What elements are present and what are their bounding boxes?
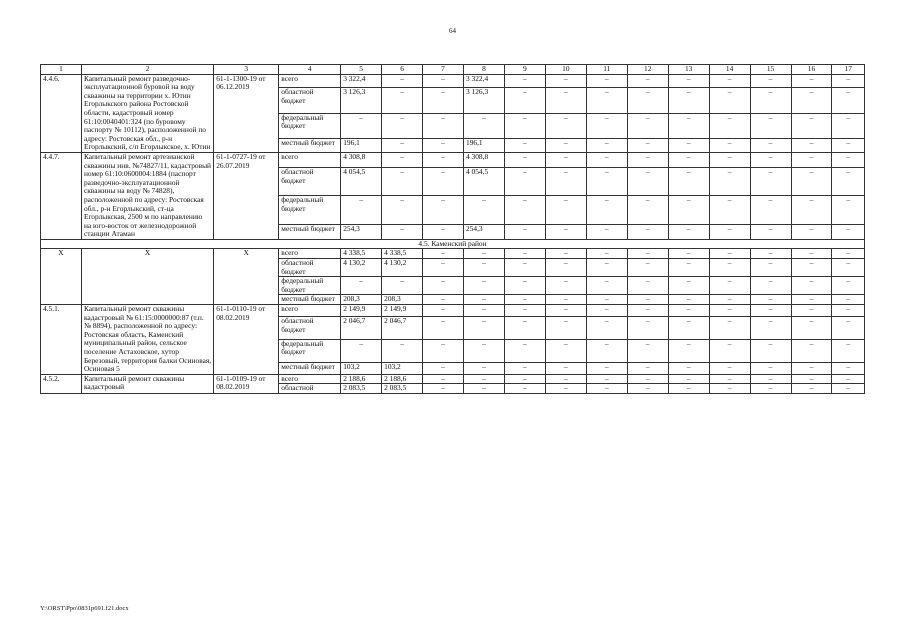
table-cell: –: [791, 305, 832, 317]
table-cell: 3 126,3: [341, 88, 382, 114]
item-number: 4.5.1.: [41, 305, 82, 375]
column-header: 2: [81, 65, 213, 75]
table-cell: –: [586, 339, 627, 362]
table-cell: –: [627, 88, 668, 114]
column-header: 11: [586, 65, 627, 75]
table-cell: 3 322,4: [464, 74, 505, 88]
funding-source: местный бюджет: [279, 295, 341, 305]
table-cell: –: [832, 305, 865, 317]
table-cell: –: [464, 196, 505, 224]
table-cell: 2 046,7: [382, 317, 423, 340]
table-cell: –: [750, 113, 791, 139]
table-cell: –: [504, 224, 545, 239]
table-cell: –: [586, 362, 627, 374]
item-number: 4.5.2.: [41, 374, 82, 393]
table-cell: –: [545, 88, 586, 114]
table-cell: –: [709, 384, 750, 394]
table-cell: –: [586, 305, 627, 317]
funding-source: местный бюджет: [279, 362, 341, 374]
table-cell: –: [750, 305, 791, 317]
table-cell: –: [464, 339, 505, 362]
funding-source: всего: [279, 305, 341, 317]
table-cell: –: [545, 259, 586, 277]
table-cell: –: [832, 259, 865, 277]
section-row: [41, 239, 865, 249]
table-cell: –: [586, 295, 627, 305]
table-cell: –: [709, 113, 750, 139]
table-cell: –: [750, 224, 791, 239]
table-cell: –: [750, 317, 791, 340]
header-row: [41, 65, 865, 75]
table-cell: –: [382, 277, 423, 295]
table-cell: –: [423, 167, 464, 195]
table-cell: –: [464, 295, 505, 305]
table-cell: –: [423, 74, 464, 88]
table-cell: –: [750, 88, 791, 114]
table-cell: –: [341, 113, 382, 139]
table-cell: –: [791, 249, 832, 259]
table-cell: –: [709, 277, 750, 295]
table-cell: –: [709, 224, 750, 239]
table-cell: –: [423, 374, 464, 384]
table-cell: –: [709, 374, 750, 384]
table-cell: –: [709, 152, 750, 167]
table-cell: –: [668, 305, 709, 317]
column-header: 1: [41, 65, 82, 75]
table-cell: –: [627, 277, 668, 295]
table-cell: –: [791, 339, 832, 362]
table-cell: –: [586, 317, 627, 340]
table-cell: –: [627, 339, 668, 362]
table-cell: 4 308,8: [464, 152, 505, 167]
column-header: 14: [709, 65, 750, 75]
table-cell: –: [627, 167, 668, 195]
table-cell: 4 130,2: [341, 259, 382, 277]
table-cell: –: [750, 139, 791, 153]
table-cell: –: [832, 362, 865, 374]
table-cell: –: [832, 196, 865, 224]
table-cell: –: [586, 74, 627, 88]
table-cell: –: [832, 277, 865, 295]
table-cell: –: [545, 196, 586, 224]
table-cell: 4 308,8: [341, 152, 382, 167]
table-cell: –: [709, 339, 750, 362]
funding-source: федеральный бюджет: [279, 277, 341, 295]
item-number: Х: [41, 249, 82, 305]
column-header: 13: [668, 65, 709, 75]
table-row: [41, 305, 865, 317]
column-header: 7: [423, 65, 464, 75]
table-cell: –: [504, 374, 545, 384]
table-cell: –: [586, 224, 627, 239]
table-cell: –: [423, 249, 464, 259]
table-cell: 2 188,6: [341, 374, 382, 384]
table-cell: 2 083,5: [341, 384, 382, 394]
table-cell: –: [423, 362, 464, 374]
table-cell: –: [668, 152, 709, 167]
table-cell: –: [750, 249, 791, 259]
table-cell: –: [750, 167, 791, 195]
table-cell: –: [545, 384, 586, 394]
table-cell: –: [423, 88, 464, 114]
column-header: 12: [627, 65, 668, 75]
table-cell: –: [709, 259, 750, 277]
table-cell: 4 338,5: [382, 249, 423, 259]
table-cell: –: [627, 196, 668, 224]
table-cell: –: [464, 305, 505, 317]
table-cell: –: [504, 139, 545, 153]
table-cell: –: [832, 152, 865, 167]
column-header: 4: [279, 65, 341, 75]
table-cell: –: [832, 88, 865, 114]
table-cell: –: [668, 139, 709, 153]
table-cell: –: [750, 152, 791, 167]
funding-source: областной бюджет: [279, 317, 341, 340]
table-cell: 196,1: [341, 139, 382, 153]
table-cell: –: [709, 196, 750, 224]
table-cell: –: [341, 277, 382, 295]
table-cell: –: [504, 339, 545, 362]
table-cell: –: [668, 295, 709, 305]
funding-source: всего: [279, 74, 341, 88]
table-cell: –: [423, 277, 464, 295]
table-cell: –: [709, 362, 750, 374]
table-cell: –: [586, 113, 627, 139]
table-cell: –: [504, 249, 545, 259]
table-cell: –: [832, 167, 865, 195]
table-cell: –: [504, 152, 545, 167]
table-cell: –: [627, 249, 668, 259]
table-cell: –: [791, 74, 832, 88]
table-cell: 3 126,3: [464, 88, 505, 114]
table-cell: –: [382, 167, 423, 195]
table-cell: –: [423, 259, 464, 277]
budget-table: [40, 64, 865, 394]
table-cell: –: [709, 88, 750, 114]
table-cell: –: [423, 339, 464, 362]
table-cell: –: [627, 259, 668, 277]
table-cell: –: [586, 259, 627, 277]
table-cell: –: [545, 339, 586, 362]
table-cell: –: [545, 167, 586, 195]
funding-source: местный бюджет: [279, 224, 341, 239]
table-cell: –: [668, 224, 709, 239]
item-number: 4.4.7.: [41, 152, 82, 239]
table-cell: –: [464, 374, 505, 384]
item-description: Капитальный ремонт скважины кадастровый: [81, 374, 213, 393]
table-cell: –: [668, 167, 709, 195]
table-cell: –: [545, 74, 586, 88]
table-cell: –: [504, 88, 545, 114]
table-cell: –: [627, 295, 668, 305]
table-cell: –: [464, 362, 505, 374]
table-cell: 2 083,5: [382, 384, 423, 394]
column-header: 16: [791, 65, 832, 75]
table-cell: –: [668, 113, 709, 139]
table-cell: 196,1: [464, 139, 505, 153]
column-header: 6: [382, 65, 423, 75]
table-cell: –: [464, 317, 505, 340]
table-cell: –: [791, 167, 832, 195]
table-cell: –: [504, 317, 545, 340]
table-cell: –: [791, 277, 832, 295]
table-cell: –: [668, 249, 709, 259]
table-cell: –: [504, 113, 545, 139]
section-title: 4.5. Каменский район: [41, 239, 865, 249]
table-cell: –: [668, 196, 709, 224]
table-cell: 3 322,4: [341, 74, 382, 88]
funding-source: федеральный бюджет: [279, 196, 341, 224]
table-cell: –: [504, 196, 545, 224]
item-code: 61-1-0109-19 от 08.02.2019: [214, 374, 279, 393]
table-cell: –: [423, 305, 464, 317]
table-cell: –: [545, 362, 586, 374]
table-cell: –: [668, 259, 709, 277]
table-cell: –: [832, 113, 865, 139]
table-cell: –: [832, 317, 865, 340]
table-cell: –: [341, 339, 382, 362]
table-cell: –: [382, 152, 423, 167]
table-cell: –: [464, 113, 505, 139]
table-cell: –: [791, 152, 832, 167]
table-cell: –: [750, 295, 791, 305]
table-cell: –: [423, 384, 464, 394]
table-cell: –: [504, 277, 545, 295]
funding-source: местный бюджет: [279, 139, 341, 153]
table-cell: 254,3: [341, 224, 382, 239]
table-cell: –: [586, 88, 627, 114]
item-code: 61-1-0727-19 от 26.07.2019: [214, 152, 279, 239]
table-cell: –: [750, 259, 791, 277]
page-number: 64: [449, 27, 456, 35]
table-cell: –: [791, 196, 832, 224]
table-cell: –: [545, 152, 586, 167]
table-row: [41, 249, 865, 259]
table-cell: –: [832, 74, 865, 88]
table-cell: –: [423, 317, 464, 340]
item-code: 61-1-1300-19 от 06.12.2019: [214, 74, 279, 152]
table-cell: –: [504, 384, 545, 394]
table-cell: 4 054,5: [341, 167, 382, 195]
table-cell: –: [668, 339, 709, 362]
item-code: Х: [214, 249, 279, 305]
table-cell: –: [791, 295, 832, 305]
table-cell: –: [545, 249, 586, 259]
table-cell: –: [545, 374, 586, 384]
table-cell: –: [382, 196, 423, 224]
table-cell: –: [791, 362, 832, 374]
table-cell: –: [791, 224, 832, 239]
item-description: Х: [81, 249, 213, 305]
table-cell: –: [586, 152, 627, 167]
item-number: 4.4.6.: [41, 74, 82, 152]
table-cell: –: [545, 224, 586, 239]
table-cell: –: [382, 339, 423, 362]
table-cell: –: [627, 362, 668, 374]
table-cell: –: [709, 139, 750, 153]
table-cell: 4 054,5: [464, 167, 505, 195]
table-cell: 2 188,6: [382, 374, 423, 384]
table-cell: 103,2: [341, 362, 382, 374]
funding-source: областной бюджет: [279, 259, 341, 277]
table-cell: –: [586, 384, 627, 394]
table-cell: –: [341, 196, 382, 224]
table-cell: 4 338,5: [341, 249, 382, 259]
funding-source: всего: [279, 249, 341, 259]
table-cell: –: [750, 384, 791, 394]
funding-source: областной бюджет: [279, 167, 341, 195]
table-cell: –: [668, 384, 709, 394]
table-cell: –: [709, 317, 750, 340]
table-cell: 254,3: [464, 224, 505, 239]
table-cell: –: [504, 167, 545, 195]
table-cell: –: [750, 374, 791, 384]
table-cell: –: [627, 152, 668, 167]
table-cell: –: [423, 196, 464, 224]
table-cell: –: [832, 339, 865, 362]
column-header: 10: [545, 65, 586, 75]
table-cell: –: [423, 139, 464, 153]
table-cell: –: [382, 88, 423, 114]
table-cell: –: [709, 305, 750, 317]
table-cell: –: [832, 374, 865, 384]
table-cell: –: [791, 88, 832, 114]
table-cell: –: [504, 305, 545, 317]
table-cell: –: [464, 384, 505, 394]
table-cell: –: [545, 139, 586, 153]
table-cell: –: [750, 74, 791, 88]
table-cell: –: [545, 277, 586, 295]
table-cell: –: [791, 113, 832, 139]
table-cell: –: [627, 139, 668, 153]
table-row: [41, 374, 865, 384]
table-cell: –: [668, 74, 709, 88]
table-cell: –: [423, 152, 464, 167]
table-cell: 103,2: [382, 362, 423, 374]
table-cell: –: [750, 196, 791, 224]
item-description: Капитальный ремонт артезианской скважины инв. №74827/11, кадастровый номер 61:10:0600004:1884 (паспорт разведочно-эксплуатационной скважины на воду № 74828), расположенной по адресу: Ростовская обл., р-н Егорлыкский, ст-ца Егорлыкская, 2500 м по направлению на юго-восток от железнодорожной станции Атаман: [81, 152, 213, 239]
table-cell: –: [750, 277, 791, 295]
table-cell: –: [627, 384, 668, 394]
table-cell: –: [791, 259, 832, 277]
table-row: [41, 74, 865, 88]
table-cell: –: [668, 374, 709, 384]
table-cell: –: [382, 224, 423, 239]
table-cell: –: [709, 167, 750, 195]
table-cell: –: [791, 374, 832, 384]
table-cell: 208,3: [382, 295, 423, 305]
funding-source: областной: [279, 384, 341, 394]
table-cell: –: [586, 139, 627, 153]
table-cell: –: [464, 249, 505, 259]
column-header: 17: [832, 65, 865, 75]
funding-source: всего: [279, 152, 341, 167]
column-header: 8: [464, 65, 505, 75]
column-header: 9: [504, 65, 545, 75]
table-cell: –: [627, 224, 668, 239]
table-cell: –: [627, 74, 668, 88]
item-description: Капитальный ремонт скважины кадастровый № 61:15:0000000:87 (т.п. № 8894), расположенной по адресу: Ростовская область, Каменский муниципальный район, сельское поселение Астаховское, хутор Березовый, территория балки Осиновая, Осиновая 5: [81, 305, 213, 375]
funding-source: федеральный бюджет: [279, 339, 341, 362]
table-cell: –: [382, 139, 423, 153]
table-cell: –: [545, 317, 586, 340]
table-cell: –: [627, 113, 668, 139]
table-cell: –: [750, 362, 791, 374]
table-cell: –: [668, 362, 709, 374]
table-cell: –: [586, 196, 627, 224]
table-cell: –: [545, 305, 586, 317]
table-cell: –: [709, 74, 750, 88]
column-header: 15: [750, 65, 791, 75]
table-cell: –: [382, 113, 423, 139]
table-cell: –: [832, 224, 865, 239]
funding-source: областной бюджет: [279, 88, 341, 114]
table-cell: –: [668, 317, 709, 340]
table-cell: –: [423, 295, 464, 305]
table-cell: –: [545, 113, 586, 139]
table-cell: –: [832, 139, 865, 153]
table-cell: –: [382, 74, 423, 88]
table-cell: –: [545, 295, 586, 305]
table-cell: –: [586, 249, 627, 259]
table-cell: –: [791, 139, 832, 153]
item-description: Капитальный ремонт разведочно-эксплуатационной буровой на воду скважины на территории х. Ютин Егорлыкского района Ростовской области, кадастровый номер 61:10:0040401:324 (по буровому паспорту № 10112), расположенной по адресу: Ростовская обл., р-н Егорлыкский, с/п Егорлыкское, х. Ютин: [81, 74, 213, 152]
table-cell: –: [423, 224, 464, 239]
table-cell: 2 046,7: [341, 317, 382, 340]
table-cell: –: [464, 277, 505, 295]
table-cell: 2 149,9: [382, 305, 423, 317]
table-cell: –: [504, 362, 545, 374]
table-cell: –: [464, 259, 505, 277]
table-cell: –: [791, 317, 832, 340]
table-row: [41, 152, 865, 167]
column-header: 5: [341, 65, 382, 75]
table-cell: –: [668, 277, 709, 295]
file-path: Y:\ORST\Ppo\0831p691.f21.docx: [40, 605, 129, 612]
table-cell: 2 149,9: [341, 305, 382, 317]
table-cell: –: [504, 295, 545, 305]
column-header: 3: [214, 65, 279, 75]
table-cell: –: [709, 295, 750, 305]
table-cell: –: [627, 374, 668, 384]
table-cell: –: [586, 277, 627, 295]
table-cell: 208,3: [341, 295, 382, 305]
table-cell: –: [586, 167, 627, 195]
table-cell: –: [504, 74, 545, 88]
table-cell: –: [832, 295, 865, 305]
table-cell: –: [504, 259, 545, 277]
table-cell: 4 130,2: [382, 259, 423, 277]
table-cell: –: [709, 249, 750, 259]
table-cell: –: [832, 249, 865, 259]
table-cell: –: [423, 113, 464, 139]
table-cell: –: [627, 317, 668, 340]
table-cell: –: [832, 384, 865, 394]
item-code: 61-1-0110-19 от 08.02.2019: [214, 305, 279, 375]
table-cell: –: [668, 88, 709, 114]
table-cell: –: [750, 339, 791, 362]
table-cell: –: [791, 384, 832, 394]
funding-source: всего: [279, 374, 341, 384]
funding-source: федеральный бюджет: [279, 113, 341, 139]
table-cell: –: [627, 305, 668, 317]
table-cell: –: [586, 374, 627, 384]
